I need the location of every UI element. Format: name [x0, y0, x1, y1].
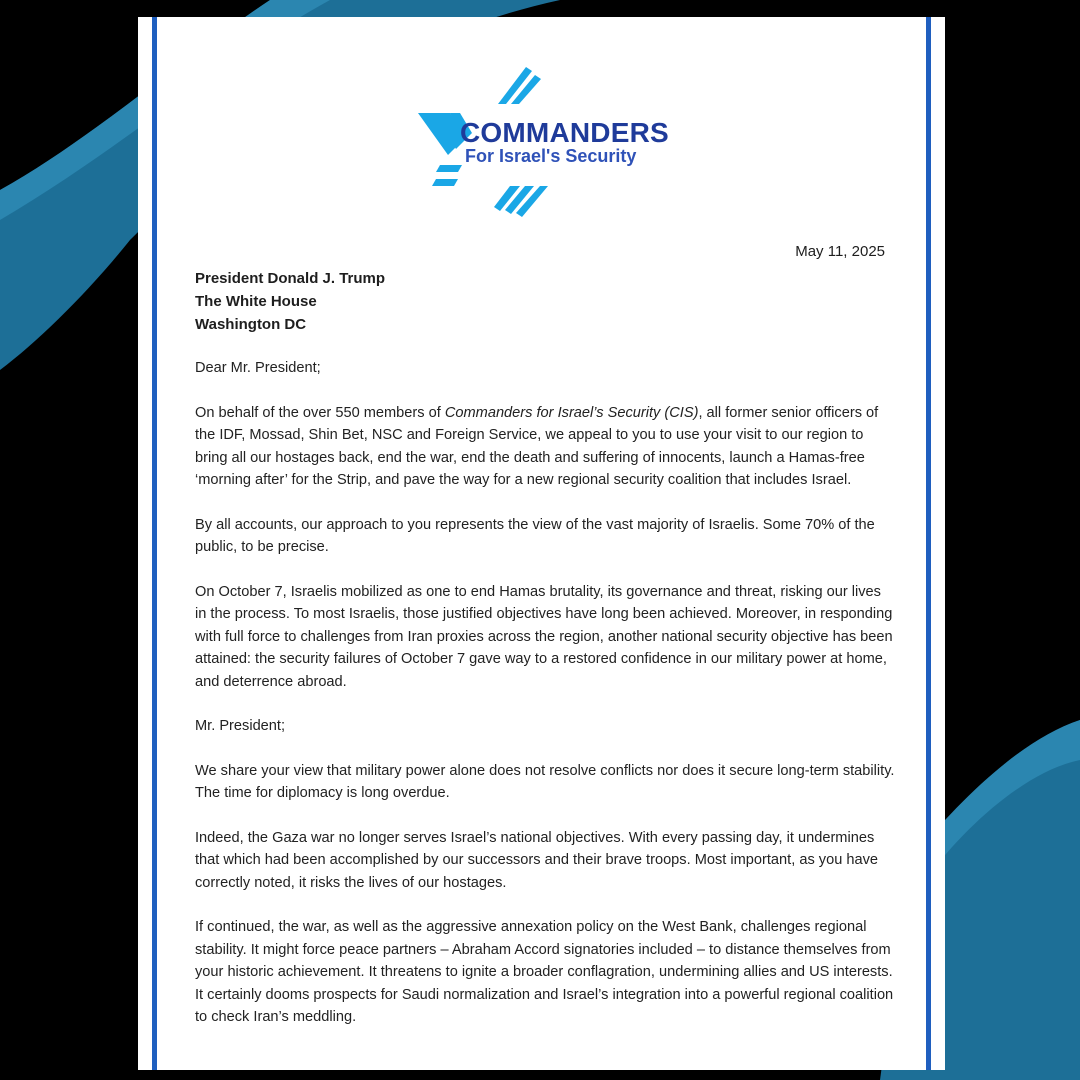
- paragraph-1: On behalf of the over 550 members of Commanders for Israel’s Security (CIS), all former senior officers of the IDF, Mossad, Shin Bet, NSC and Foreign Service, we appeal to you to use your visit to our region to bring all our hostages back, end the war, end the death and suffering of innocents, launch a Hamas-free ‘morning after’ for the Strip, and pave the way for a new regional security coalition that includes Israel.: [195, 404, 879, 488]
- paragraph-2: By all accounts, our approach to you represents the view of the vast majority of Israelis. Some 70% of the public, to be precise.: [195, 516, 875, 555]
- recipient-address: [195, 267, 385, 336]
- letter-body: [195, 357, 895, 1029]
- paragraph-4: Mr. President;: [195, 718, 286, 734]
- org-tagline: For Israel's Security: [465, 146, 637, 166]
- recipient-name: President Donald J. Trump: [195, 270, 386, 287]
- org-name: COMMANDERS: [460, 117, 669, 148]
- paragraph-6: Indeed, the Gaza war no longer serves Israel’s national objectives. With every passing day, it undermines that which had been accomplished by our successors and their brave troops. Most important, as you have correctly noted, it risks the lives of our hostages.: [195, 829, 879, 891]
- recipient-line2: The White House: [195, 293, 317, 310]
- salutation: Dear Mr. President;: [195, 360, 321, 376]
- paragraph-7: If continued, the war, as well as the aggressive annexation policy on the West Bank, challenges regional stability. It might force peace partners – Abraham Accord signatories included – to distance themselves from your historic achievement. It threatens to ignite a broader conflagration, undermining allies and US interests. It certainly dooms prospects for Saudi normalization and Israel’s integration into a powerful regional coalition to check Iran’s meddling.: [195, 919, 894, 1025]
- recipient-line3: Washington DC: [195, 316, 307, 333]
- org-name-italic: Commanders for Israel’s Security (CIS): [444, 404, 699, 421]
- letter-date: May 11, 2025: [795, 243, 885, 260]
- left-border: [152, 17, 157, 1070]
- right-border: [926, 17, 931, 1070]
- paragraph-3: On October 7, Israelis mobilized as one to end Hamas brutality, its governance and threat, risking our lives in the process. To most Israelis, those justified objectives have long been achieved. Moreover, in responding with full force to challenges from Iran proxies across the region, another national security objective has been attained: the security failures of October 7 gave way to a restored confidence in our military power at home, and deterrence abroad.: [195, 583, 893, 690]
- paragraph-5: We share your view that military power alone does not resolve conflicts nor does it secure long-term stability. The time for diplomacy is long overdue.: [195, 762, 895, 801]
- letter-page: [138, 17, 945, 1070]
